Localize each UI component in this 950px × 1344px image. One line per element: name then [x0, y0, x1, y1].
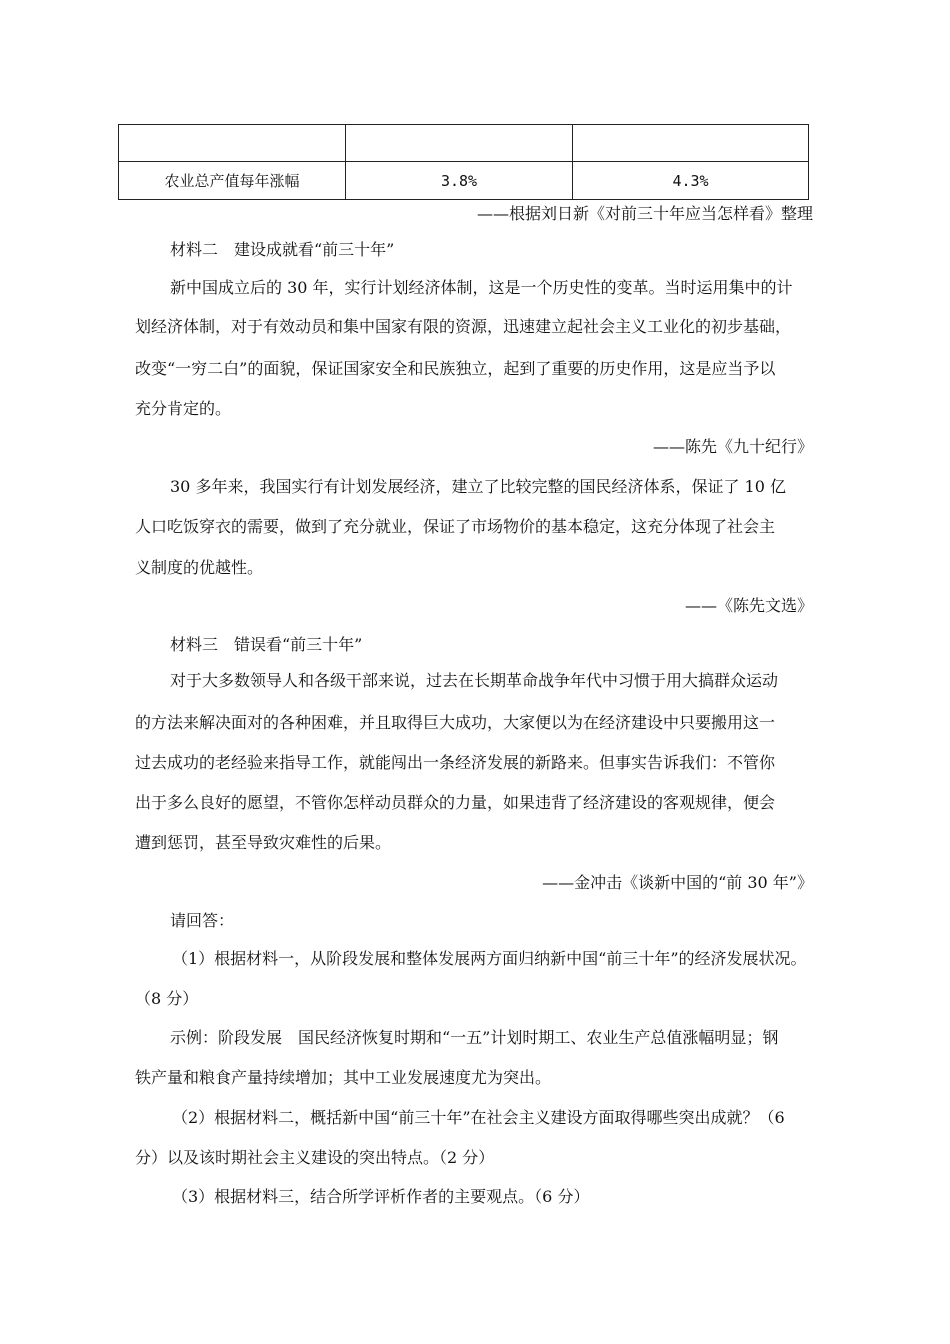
material3-line: 过去成功的老经验来指导工作，就能闯出一条经济发展的新路来。但事实告诉我们：不管你	[135, 753, 776, 772]
material3-heading: 材料三 错误看“前三十年”	[170, 635, 363, 654]
material2-p2-line: 义制度的优越性。	[135, 558, 264, 577]
question-1-line: （1）根据材料一，从阶段发展和整体发展两方面归纳新中国“前三十年”的经济发展状况。	[172, 949, 807, 968]
material2-p1-line: 改变“一穷二白”的面貌，保证国家安全和民族独立，起到了重要的历史作用，这是应当予以	[135, 359, 776, 378]
material2-heading: 材料二 建设成就看“前三十年”	[170, 240, 395, 259]
material2-p2-line: 30 多年来，我国实行有计划发展经济，建立了比较完整的国民经济体系，保证了 10 亿	[170, 477, 786, 496]
example-line: 示例：阶段发展 国民经济恢复时期和“一五”计划时期工、农业生产总值涨幅明显；钢	[170, 1028, 779, 1047]
table-cell-value: 4.3%	[573, 162, 809, 200]
table-cell	[119, 125, 346, 162]
table-row	[119, 125, 809, 162]
material2-p1-source: ——陈先《九十纪行》	[652, 437, 813, 456]
question-3: （3）根据材料三，结合所学评析作者的主要观点。（6 分）	[172, 1187, 590, 1206]
question-2-line: （2）根据材料二，概括新中国“前三十年”在社会主义建设方面取得哪些突出成就？（6	[172, 1108, 785, 1127]
table-cell-value: 3.8%	[346, 162, 573, 200]
table-cell-label: 农业总产值每年涨幅	[119, 162, 346, 200]
material2-p2-source: ——《陈先文选》	[684, 596, 813, 615]
material3-line: 出于多么良好的愿望，不管你怎样动员群众的力量，如果违背了经济建设的客观规律，便会	[135, 793, 776, 812]
table-cell	[346, 125, 573, 162]
questions-prompt: 请回答：	[170, 911, 235, 930]
data-table	[118, 124, 809, 200]
material3-line: 的方法来解决面对的各种困难，并且取得巨大成功，大家便以为在经济建设中只要搬用这一	[135, 713, 776, 732]
question-1-line: （8 分）	[135, 989, 199, 1008]
table-source: ——根据刘日新《对前三十年应当怎样看》整理	[476, 204, 813, 223]
material3-source: ——金冲击《谈新中国的“前 30 年”》	[542, 873, 813, 892]
table-row	[119, 162, 809, 200]
question-2-line: 分）以及该时期社会主义建设的突出特点。（2 分）	[135, 1148, 495, 1167]
material2-p2-line: 人口吃饭穿衣的需要，做到了充分就业，保证了市场物价的基本稳定，这充分体现了社会主	[135, 517, 776, 536]
material3-line: 对于大多数领导人和各级干部来说，过去在长期革命战争年代中习惯于用大搞群众运动	[170, 671, 779, 690]
table-cell	[573, 125, 809, 162]
material2-p1-line: 划经济体制，对于有效动员和集中国家有限的资源，迅速建立起社会主义工业化的初步基础，	[135, 317, 792, 336]
material2-p1-line: 新中国成立后的 30 年，实行计划经济体制，这是一个历史性的变革。当时运用集中的计	[170, 278, 793, 297]
material3-line: 遭到惩罚，甚至导致灾难性的后果。	[135, 833, 392, 852]
material2-p1-line: 充分肯定的。	[135, 399, 232, 418]
example-line: 铁产量和粮食产量持续增加；其中工业发展速度尤为突出。	[135, 1068, 552, 1087]
